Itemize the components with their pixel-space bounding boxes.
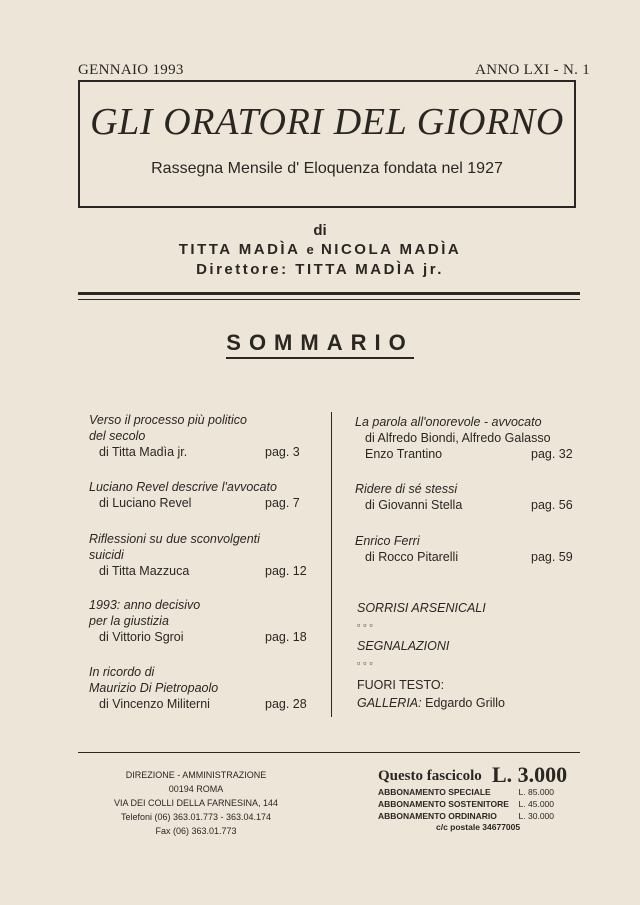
column-divider xyxy=(331,412,332,717)
toc-author: di Vincenzo Militerni xyxy=(99,697,210,711)
section-fuori-testo: FUORI TESTO: xyxy=(357,678,445,692)
director-name: TITTA MADÌA jr. xyxy=(295,261,444,278)
header-rule-thick xyxy=(78,292,580,295)
masthead-box xyxy=(78,80,576,208)
issue-date: GENNAIO 1993 xyxy=(78,62,184,78)
header-rule-thin xyxy=(78,299,580,300)
toc-entry: Enrico Ferri di Rocco Pitarelli pag. 59 xyxy=(355,534,573,564)
issue-price: L. 3.000 xyxy=(492,762,568,787)
founder-2: NICOLA MADÌA xyxy=(320,241,462,258)
issue-price-label: Questo fascicolo xyxy=(378,768,482,784)
toc-entry: Luciano Revel descrive l'avvocato di Luciano Revel pag. 7 xyxy=(89,480,300,510)
toc-author: di Rocco Pitarelli xyxy=(365,550,459,564)
founder-1: TITTA MADÌA xyxy=(178,241,300,258)
toc-page: pag. 32 xyxy=(531,447,573,461)
publisher-address: DIREZIONE - AMMINISTRAZIONE 00194 ROMA VIA DEI COLLI DELLA FARNESINA, 144 Telefoni (06) 363.01.773 - 363.04.174 Fax (06) 363.01.773 xyxy=(113,770,279,836)
toc-entry: Ridere di sé stessi di Giovanni Stella pag. 56 xyxy=(355,482,573,512)
issue-number: ANNO LXI - N. 1 xyxy=(475,62,590,78)
section-galleria: GALLERIA: Edgardo Grillo xyxy=(357,696,506,710)
separator-ornament: ▫▫▫ xyxy=(357,658,376,668)
section-segnalazioni: SEGNALAZIONI xyxy=(357,639,450,653)
toc-entry: 1993: anno decisivo per la giustizia di Vittorio Sgroi pag. 18 xyxy=(89,598,307,644)
director-line xyxy=(0,261,640,278)
toc-page: pag. 28 xyxy=(265,697,307,711)
section-sorrisi: SORRISI ARSENICALI xyxy=(357,601,486,615)
contents-heading: SOMMARIO xyxy=(0,330,640,356)
magazine-title: GLI ORATORI DEL GIORNO xyxy=(90,101,564,143)
subscription-row: ABBONAMENTO SOSTENITORE L. 45.000 xyxy=(378,799,554,809)
toc-page: pag. 12 xyxy=(265,564,307,578)
toc-author: di Titta Madìa jr. xyxy=(99,445,188,459)
postal-account: c/c postale 34677005 xyxy=(436,822,521,832)
toc-entry: Verso il processo più politico del secolo di Titta Madìa jr. pag. 3 xyxy=(89,413,300,459)
toc-page: pag. 18 xyxy=(265,630,307,644)
toc-author: di Luciano Revel xyxy=(99,496,192,510)
toc-entry: In ricordo di Maurizio Di Pietropaolo di Vincenzo Militerni pag. 28 xyxy=(89,665,307,711)
conjunction: e xyxy=(306,242,315,257)
toc-author: di Vittorio Sgroi xyxy=(99,630,184,644)
toc-entry: La parola all'onorevole - avvocato di Alfredo Biondi, Alfredo Galasso Enzo Trantino pag. 32 xyxy=(355,415,573,461)
toc-author: Enzo Trantino xyxy=(365,447,443,461)
toc-page: pag. 59 xyxy=(531,550,573,564)
subscription-row: ABBONAMENTO ORDINARIO L. 30.000 xyxy=(378,811,554,821)
magazine-subtitle: Rassegna Mensile d' Eloquenza fondata nel 1927 xyxy=(151,160,503,177)
toc-page: pag. 3 xyxy=(265,445,300,459)
founders-line xyxy=(0,241,640,258)
footer-rule xyxy=(78,752,580,753)
director-label: Direttore: xyxy=(196,261,289,278)
separator-ornament: ▫▫▫ xyxy=(357,620,376,630)
toc-page: pag. 56 xyxy=(531,498,573,512)
subscription-row: ABBONAMENTO SPECIALE L. 85.000 xyxy=(378,787,554,797)
toc-author: di Alfredo Biondi, Alfredo Galasso xyxy=(365,431,551,445)
toc-author: di Titta Mazzuca xyxy=(99,564,190,578)
toc-page: pag. 7 xyxy=(265,496,300,510)
toc-author: di Giovanni Stella xyxy=(365,498,463,512)
toc-entry: Riflessioni su due sconvolgenti suicidi di Titta Mazzuca pag. 12 xyxy=(89,532,307,578)
by-label: di xyxy=(313,222,327,239)
